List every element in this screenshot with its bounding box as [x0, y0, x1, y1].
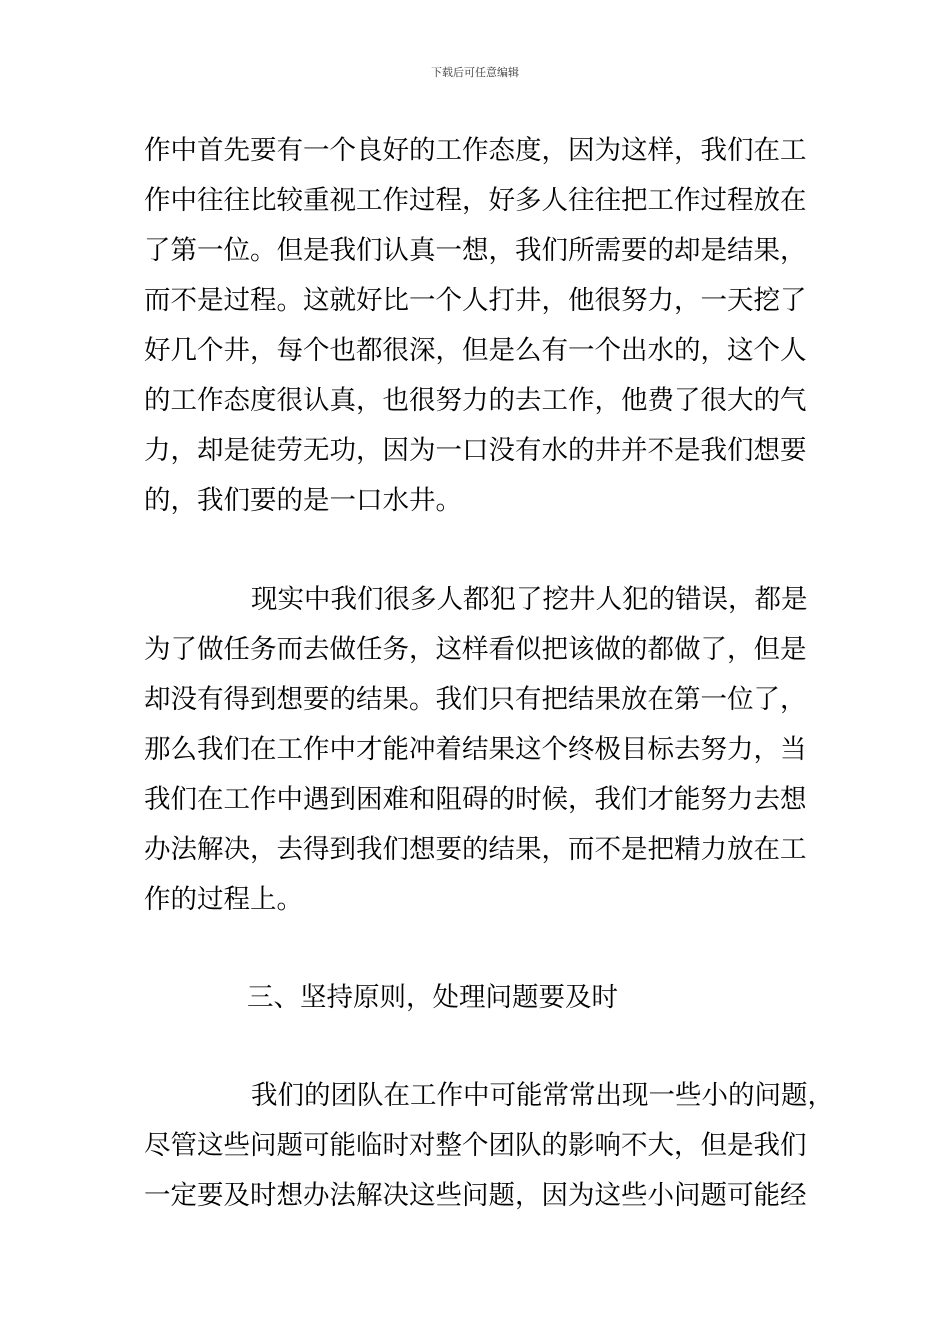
- text-line: 而不是过程。这就好比一个人打井，他很努力，一天挖了: [144, 285, 807, 316]
- text-line: 尽管这些问题可能临时对整个团队的影响不大，但是我们: [144, 1130, 807, 1161]
- text-line: 了第一位。但是我们认真一想，我们所需要的却是结果，: [144, 235, 807, 266]
- text-line: 作中往往比较重视工作过程，好多人往往把工作过程放在: [144, 185, 807, 216]
- section-heading: 三、坚持原则，处理问题要及时: [247, 982, 618, 1013]
- text-line: 作中首先要有一个良好的工作态度，因为这样，我们在工: [144, 135, 807, 166]
- text-line: 的，我们要的是一口水井。: [144, 485, 462, 516]
- text-line: 我们的团队在工作中可能常常出现一些小的问题，: [251, 1080, 834, 1111]
- text-line: 的工作态度很认真，也很努力的去工作，他费了很大的气: [144, 385, 807, 416]
- text-line: 力，却是徒劳无功，因为一口没有水的井并不是我们想要: [144, 435, 807, 466]
- text-line: 那么我们在工作中才能冲着结果这个终极目标去努力，当: [144, 734, 807, 765]
- text-line: 作的过程上。: [144, 884, 303, 915]
- text-line: 为了做任务而去做任务，这样看似把该做的都做了，但是: [144, 634, 807, 665]
- text-line: 我们在工作中遇到困难和阻碍的时候，我们才能努力去想: [144, 784, 807, 815]
- text-line: 好几个井，每个也都很深，但是么有一个出水的，这个人: [144, 335, 807, 366]
- text-line: 办法解决，去得到我们想要的结果，而不是把精力放在工: [144, 834, 807, 865]
- text-line: 一定要及时想办法解决这些问题，因为这些小问题可能经: [144, 1180, 807, 1211]
- text-line: 却没有得到想要的结果。我们只有把结果放在第一位了，: [144, 684, 807, 715]
- page-header: 下载后可任意编辑: [431, 66, 519, 79]
- text-line: 现实中我们很多人都犯了挖井人犯的错误，都是: [251, 584, 808, 615]
